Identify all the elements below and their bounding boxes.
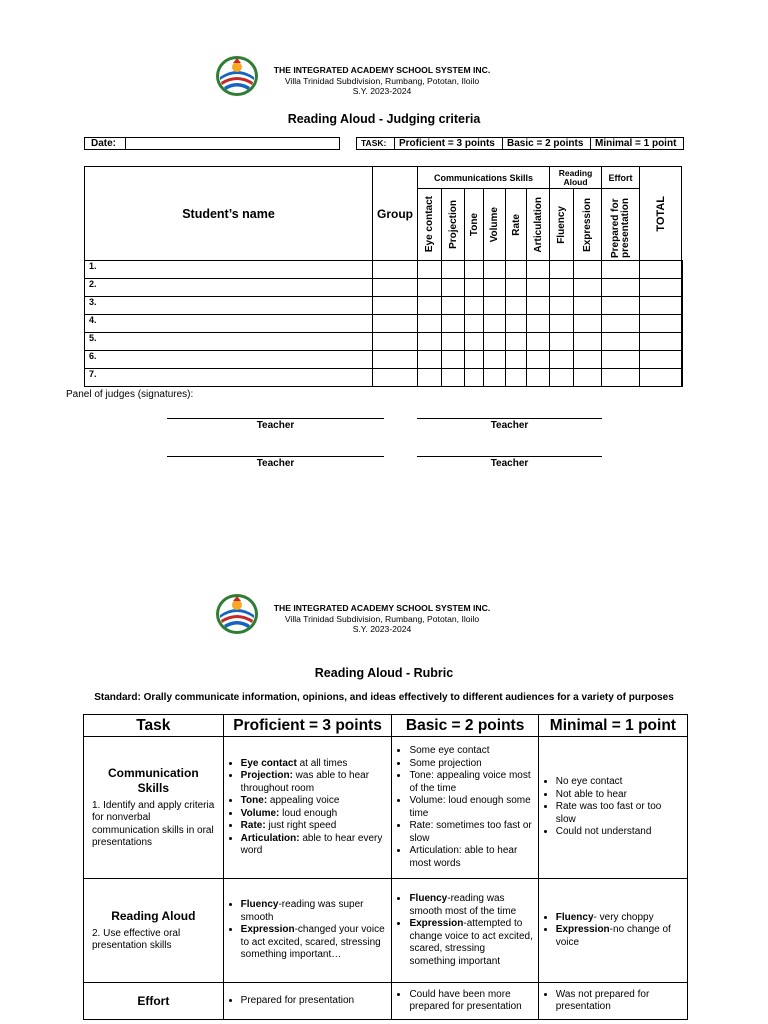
task-label: TASK: bbox=[361, 138, 387, 148]
score-cell[interactable] bbox=[465, 315, 484, 333]
rubric-table bbox=[83, 714, 688, 1020]
score-cell[interactable] bbox=[506, 315, 527, 333]
criteria-text: Volume: loud enough some time bbox=[409, 795, 531, 819]
score-cell[interactable] bbox=[527, 351, 550, 369]
score-cell[interactable] bbox=[442, 261, 465, 279]
score-cell[interactable] bbox=[640, 297, 682, 315]
group-header: Group bbox=[373, 167, 418, 261]
task-bar bbox=[356, 137, 684, 150]
task-divider bbox=[590, 138, 591, 149]
score-cell[interactable] bbox=[418, 261, 442, 279]
score-cell[interactable] bbox=[442, 279, 465, 297]
date-field[interactable] bbox=[126, 138, 338, 149]
criteria-text: Articulation: able to hear most words bbox=[409, 845, 518, 869]
col-label: Rate bbox=[510, 213, 522, 236]
score-cell[interactable] bbox=[602, 279, 640, 297]
school-year: S.Y. 2023-2024 bbox=[352, 624, 412, 634]
criteria-item bbox=[241, 899, 388, 924]
criteria-item bbox=[409, 989, 533, 1014]
judge-label: Teacher bbox=[490, 420, 529, 431]
score-cell[interactable] bbox=[574, 351, 602, 369]
score-cell[interactable] bbox=[465, 261, 484, 279]
student-row bbox=[85, 261, 683, 279]
criteria-text: No eye contact bbox=[555, 776, 623, 788]
student-name-cell[interactable]: 7. bbox=[85, 369, 373, 387]
rubric-row bbox=[84, 879, 688, 983]
criteria-term: Eye contact bbox=[240, 757, 297, 769]
criteria-item bbox=[409, 918, 533, 968]
criteria-item bbox=[241, 795, 388, 808]
col-label: Articulation bbox=[532, 196, 544, 253]
rubric-task-cell bbox=[84, 879, 224, 983]
total-header bbox=[640, 167, 682, 261]
score-cell[interactable] bbox=[574, 279, 602, 297]
criteria-term: Fluency bbox=[240, 899, 279, 911]
score-cell[interactable] bbox=[574, 261, 602, 279]
score-cell[interactable] bbox=[527, 297, 550, 315]
school-address: Villa Trinidad Subdivision, Rumbang, Pototan, Iloilo bbox=[284, 613, 480, 624]
student-row bbox=[85, 279, 683, 297]
score-cell[interactable] bbox=[640, 369, 682, 387]
header-text bbox=[262, 603, 502, 635]
criteria-item bbox=[556, 801, 683, 826]
criteria-text: -reading was super smooth bbox=[240, 899, 364, 923]
task-minimal: Minimal = 1 point bbox=[595, 138, 677, 149]
criteria-text: -reading was smooth most of the time bbox=[409, 893, 517, 917]
school-address: Villa Trinidad Subdivision, Rumbang, Pototan, Iloilo bbox=[284, 75, 480, 86]
col-label: Prepared for presentation bbox=[609, 197, 631, 258]
criteria-text: -no change of voice bbox=[555, 924, 671, 948]
student-row bbox=[85, 297, 683, 315]
score-cell[interactable] bbox=[550, 351, 574, 369]
criteria-item bbox=[556, 789, 683, 802]
score-cell[interactable] bbox=[527, 261, 550, 279]
rubric-header-basic: Basic = 2 points bbox=[392, 715, 538, 737]
rubric-task-cell bbox=[84, 737, 224, 879]
criteria-term: Tone: bbox=[240, 795, 268, 806]
criteria-term: Articulation: bbox=[240, 832, 300, 844]
rubric-task-objective: 2. Use effective oral presentation skills bbox=[92, 927, 181, 951]
score-cell[interactable] bbox=[574, 315, 602, 333]
criteria-item bbox=[241, 924, 388, 962]
criteria-text: -changed your voice to act excited, scared, stressing something important… bbox=[240, 924, 385, 961]
rubric-proficient-cell bbox=[223, 983, 392, 1020]
student-row bbox=[85, 369, 683, 387]
rubric-minimal-cell bbox=[538, 737, 687, 879]
score-cell[interactable] bbox=[550, 297, 574, 315]
criteria-text: Tone: appealing voice most of the time bbox=[409, 770, 531, 794]
rubric-minimal-cell bbox=[538, 983, 687, 1020]
criteria-text: - very choppy bbox=[593, 911, 654, 923]
score-cell[interactable] bbox=[640, 351, 682, 369]
criteria-item bbox=[409, 820, 533, 845]
criteria-text: -attempted to change voice to act excited, scared, stressing something important bbox=[409, 918, 533, 967]
score-cell[interactable] bbox=[418, 279, 442, 297]
score-cell[interactable] bbox=[484, 315, 506, 333]
score-cell[interactable] bbox=[550, 315, 574, 333]
criteria-text: Rate: sometimes too fast or slow bbox=[409, 820, 532, 844]
total-cell[interactable] bbox=[682, 279, 683, 297]
rubric-task-title: Reading Aloud bbox=[111, 908, 196, 923]
criteria-term: Projection: bbox=[240, 770, 293, 781]
student-row bbox=[85, 333, 683, 351]
col-eye-contact bbox=[418, 189, 442, 261]
score-cell[interactable] bbox=[602, 297, 640, 315]
score-cell[interactable] bbox=[527, 279, 550, 297]
criteria-text: Some eye contact bbox=[409, 745, 490, 756]
col-label: Expression bbox=[582, 197, 593, 252]
criteria-text: just right speed bbox=[265, 820, 337, 831]
total-cell[interactable] bbox=[682, 333, 683, 351]
criteria-term: Expression bbox=[555, 924, 610, 936]
rubric-basic-cell bbox=[392, 983, 538, 1020]
student-name-cell[interactable]: 5. bbox=[85, 333, 373, 351]
score-cell[interactable] bbox=[527, 315, 550, 333]
score-cell[interactable] bbox=[442, 351, 465, 369]
rubric-proficient-cell bbox=[223, 737, 392, 879]
col-articulation bbox=[527, 189, 550, 261]
criteria-item bbox=[556, 826, 683, 839]
school-name: THE INTEGRATED ACADEMY SCHOOL SYSTEM INC. bbox=[273, 603, 491, 613]
criteria-term: Fluency bbox=[409, 893, 448, 904]
comm-skills-header: Communications Skills bbox=[418, 167, 550, 189]
score-cell[interactable] bbox=[506, 369, 527, 387]
criteria-item bbox=[241, 833, 388, 858]
col-label: Tone bbox=[468, 212, 480, 237]
score-cell[interactable] bbox=[640, 279, 682, 297]
group-cell[interactable] bbox=[373, 261, 418, 279]
criteria-text: Prepared for presentation bbox=[240, 994, 355, 1006]
student-name-cell[interactable]: 1. bbox=[85, 261, 373, 279]
total-cell[interactable] bbox=[682, 369, 683, 387]
score-cell[interactable] bbox=[465, 279, 484, 297]
score-cell[interactable] bbox=[465, 333, 484, 351]
col-label: Volume bbox=[489, 206, 500, 243]
score-cell[interactable] bbox=[465, 351, 484, 369]
col-expression bbox=[574, 189, 602, 261]
rubric-task-cell bbox=[84, 983, 224, 1020]
reading-aloud-header: Reading Aloud bbox=[550, 167, 602, 189]
criteria-list bbox=[543, 776, 683, 839]
total-cell[interactable] bbox=[682, 297, 683, 315]
signature-line[interactable] bbox=[417, 418, 602, 419]
group-cell[interactable] bbox=[373, 351, 418, 369]
score-cell[interactable] bbox=[602, 333, 640, 351]
score-cell[interactable] bbox=[484, 333, 506, 351]
score-cell[interactable] bbox=[506, 333, 527, 351]
criteria-term: Expression bbox=[240, 924, 295, 936]
score-cell[interactable] bbox=[484, 279, 506, 297]
student-name-cell[interactable]: 2. bbox=[85, 279, 373, 297]
criteria-text: was able to hear throughout room bbox=[240, 770, 370, 794]
criteria-text: Could not understand bbox=[555, 826, 652, 838]
header-text bbox=[262, 65, 502, 97]
rubric-row bbox=[84, 737, 688, 879]
rubric-basic-cell bbox=[392, 737, 538, 879]
group-cell[interactable] bbox=[373, 279, 418, 297]
score-cell[interactable] bbox=[640, 333, 682, 351]
student-name-cell[interactable]: 6. bbox=[85, 351, 373, 369]
date-label: Date: bbox=[91, 138, 117, 149]
criteria-item bbox=[409, 745, 533, 758]
task-divider bbox=[394, 138, 395, 149]
criteria-item bbox=[556, 776, 683, 789]
rubric-task-objective: 1. Identify and apply criteria for nonverbal communication skills in oral presentations bbox=[92, 799, 215, 848]
rubric-title: Reading Aloud - Rubric bbox=[314, 666, 454, 680]
criteria-list bbox=[396, 989, 533, 1014]
task-proficient: Proficient = 3 points bbox=[399, 138, 495, 149]
judge-label: Teacher bbox=[490, 458, 529, 469]
student-name-cell[interactable]: 4. bbox=[85, 315, 373, 333]
rubric-proficient-cell bbox=[223, 879, 392, 983]
criteria-term: Expression bbox=[409, 918, 464, 929]
score-cell[interactable] bbox=[527, 333, 550, 351]
group-cell[interactable] bbox=[373, 297, 418, 315]
effort-header: Effort bbox=[602, 167, 640, 189]
rubric-task-title: Communication Skills bbox=[108, 765, 199, 795]
criteria-list bbox=[396, 745, 533, 870]
criteria-item bbox=[409, 758, 533, 771]
school-seal-icon bbox=[215, 593, 259, 635]
score-cell[interactable] bbox=[527, 369, 550, 387]
score-cell[interactable] bbox=[442, 369, 465, 387]
criteria-item bbox=[241, 808, 388, 821]
score-cell[interactable] bbox=[602, 351, 640, 369]
criteria-list bbox=[396, 893, 533, 968]
rubric-header-proficient: Proficient = 3 points bbox=[223, 715, 392, 737]
rubric-header-task: Task bbox=[84, 715, 224, 737]
criteria-item bbox=[556, 912, 683, 925]
signature-line[interactable] bbox=[167, 418, 384, 419]
score-cell[interactable] bbox=[442, 297, 465, 315]
rubric-row bbox=[84, 983, 688, 1020]
score-cell[interactable] bbox=[550, 261, 574, 279]
score-cell[interactable] bbox=[506, 279, 527, 297]
score-cell[interactable] bbox=[418, 351, 442, 369]
criteria-text: Rate was too fast or too slow bbox=[555, 801, 662, 825]
score-cell[interactable] bbox=[550, 369, 574, 387]
score-cell[interactable] bbox=[442, 333, 465, 351]
school-seal-icon bbox=[215, 55, 259, 97]
criteria-item bbox=[241, 758, 388, 771]
criteria-item bbox=[409, 770, 533, 795]
col-tone bbox=[465, 189, 484, 261]
score-cell[interactable] bbox=[418, 297, 442, 315]
rubric-rows bbox=[84, 737, 688, 1020]
judging-title: Reading Aloud - Judging criteria bbox=[287, 112, 481, 126]
score-cell[interactable] bbox=[506, 297, 527, 315]
student-row bbox=[85, 315, 683, 333]
page2-header bbox=[0, 593, 768, 643]
criteria-text: loud enough bbox=[279, 807, 338, 819]
school-year: S.Y. 2023-2024 bbox=[352, 86, 412, 96]
col-fluency bbox=[550, 189, 574, 261]
criteria-item bbox=[556, 989, 683, 1014]
score-cell[interactable] bbox=[418, 333, 442, 351]
page1-header bbox=[0, 55, 768, 105]
score-cell[interactable] bbox=[640, 261, 682, 279]
criteria-item bbox=[241, 820, 388, 833]
score-cell[interactable] bbox=[602, 315, 640, 333]
col-rate bbox=[506, 189, 527, 261]
rubric-basic-cell bbox=[392, 879, 538, 983]
criteria-term: Rate: bbox=[240, 820, 266, 831]
criteria-text: Some projection bbox=[409, 757, 482, 769]
score-cell[interactable] bbox=[418, 315, 442, 333]
total-cell[interactable] bbox=[682, 315, 683, 333]
group-cell[interactable] bbox=[373, 333, 418, 351]
score-cell[interactable] bbox=[640, 315, 682, 333]
criteria-term: Fluency bbox=[555, 911, 594, 923]
rubric-task-title: Effort bbox=[137, 993, 170, 1008]
score-cell[interactable] bbox=[484, 369, 506, 387]
criteria-text: Not able to hear bbox=[555, 788, 627, 800]
group-cell[interactable] bbox=[373, 315, 418, 333]
total-label: TOTAL bbox=[654, 195, 667, 232]
score-cell[interactable] bbox=[550, 333, 574, 351]
col-label: Eye contact bbox=[424, 196, 435, 253]
task-divider bbox=[502, 138, 503, 149]
criteria-list bbox=[543, 912, 683, 950]
signature-line[interactable] bbox=[167, 456, 384, 457]
score-cell[interactable] bbox=[418, 369, 442, 387]
criteria-list bbox=[543, 989, 683, 1014]
student-name-header: Student’s name bbox=[85, 167, 373, 261]
total-cell[interactable] bbox=[682, 351, 683, 369]
criteria-item bbox=[241, 995, 388, 1008]
score-cell[interactable] bbox=[574, 297, 602, 315]
student-row bbox=[85, 351, 683, 369]
col-volume bbox=[484, 189, 506, 261]
score-cell[interactable] bbox=[574, 369, 602, 387]
col-prepared bbox=[602, 189, 640, 261]
signature-line[interactable] bbox=[417, 456, 602, 457]
task-basic: Basic = 2 points bbox=[507, 138, 584, 149]
judging-table bbox=[84, 166, 683, 387]
score-cell[interactable] bbox=[465, 369, 484, 387]
criteria-list bbox=[228, 758, 388, 858]
criteria-list bbox=[228, 995, 388, 1008]
score-cell[interactable] bbox=[484, 351, 506, 369]
criteria-item bbox=[241, 770, 388, 795]
score-cell[interactable] bbox=[484, 297, 506, 315]
panel-label: Panel of judges (signatures): bbox=[66, 389, 194, 400]
student-name-cell[interactable]: 3. bbox=[85, 297, 373, 315]
col-label: Projection bbox=[447, 200, 459, 249]
group-cell[interactable] bbox=[373, 369, 418, 387]
criteria-text: able to hear every word bbox=[240, 832, 383, 856]
score-cell[interactable] bbox=[465, 297, 484, 315]
judging-rows bbox=[85, 261, 683, 387]
criteria-item bbox=[409, 795, 533, 820]
criteria-text: Could have been more prepared for presentation bbox=[409, 988, 522, 1012]
score-cell[interactable] bbox=[574, 333, 602, 351]
criteria-text: at all times bbox=[296, 757, 348, 769]
col-label: Fluency bbox=[556, 205, 567, 244]
criteria-text: appealing voice bbox=[267, 795, 340, 806]
score-cell[interactable] bbox=[602, 261, 640, 279]
criteria-text: Was not prepared for presentation bbox=[555, 988, 650, 1012]
score-cell[interactable] bbox=[442, 315, 465, 333]
score-cell[interactable] bbox=[602, 369, 640, 387]
criteria-term: Volume: bbox=[240, 807, 280, 819]
rubric-minimal-cell bbox=[538, 879, 687, 983]
score-cell[interactable] bbox=[550, 279, 574, 297]
total-cell[interactable] bbox=[682, 261, 683, 279]
score-cell[interactable] bbox=[506, 261, 527, 279]
school-name: THE INTEGRATED ACADEMY SCHOOL SYSTEM INC. bbox=[273, 65, 491, 75]
rubric-standard: Standard: Orally communicate information, opinions, and ideas effectively to different audiences for a variety of purposes bbox=[94, 692, 674, 703]
criteria-item bbox=[556, 924, 683, 949]
score-cell[interactable] bbox=[484, 261, 506, 279]
criteria-item bbox=[409, 845, 533, 870]
rubric-header-minimal: Minimal = 1 point bbox=[538, 715, 687, 737]
criteria-item bbox=[409, 893, 533, 918]
judge-label: Teacher bbox=[256, 458, 295, 469]
col-projection bbox=[442, 189, 465, 261]
date-bar bbox=[84, 137, 340, 150]
criteria-list bbox=[228, 899, 388, 962]
score-cell[interactable] bbox=[506, 351, 527, 369]
judge-label: Teacher bbox=[256, 420, 295, 431]
